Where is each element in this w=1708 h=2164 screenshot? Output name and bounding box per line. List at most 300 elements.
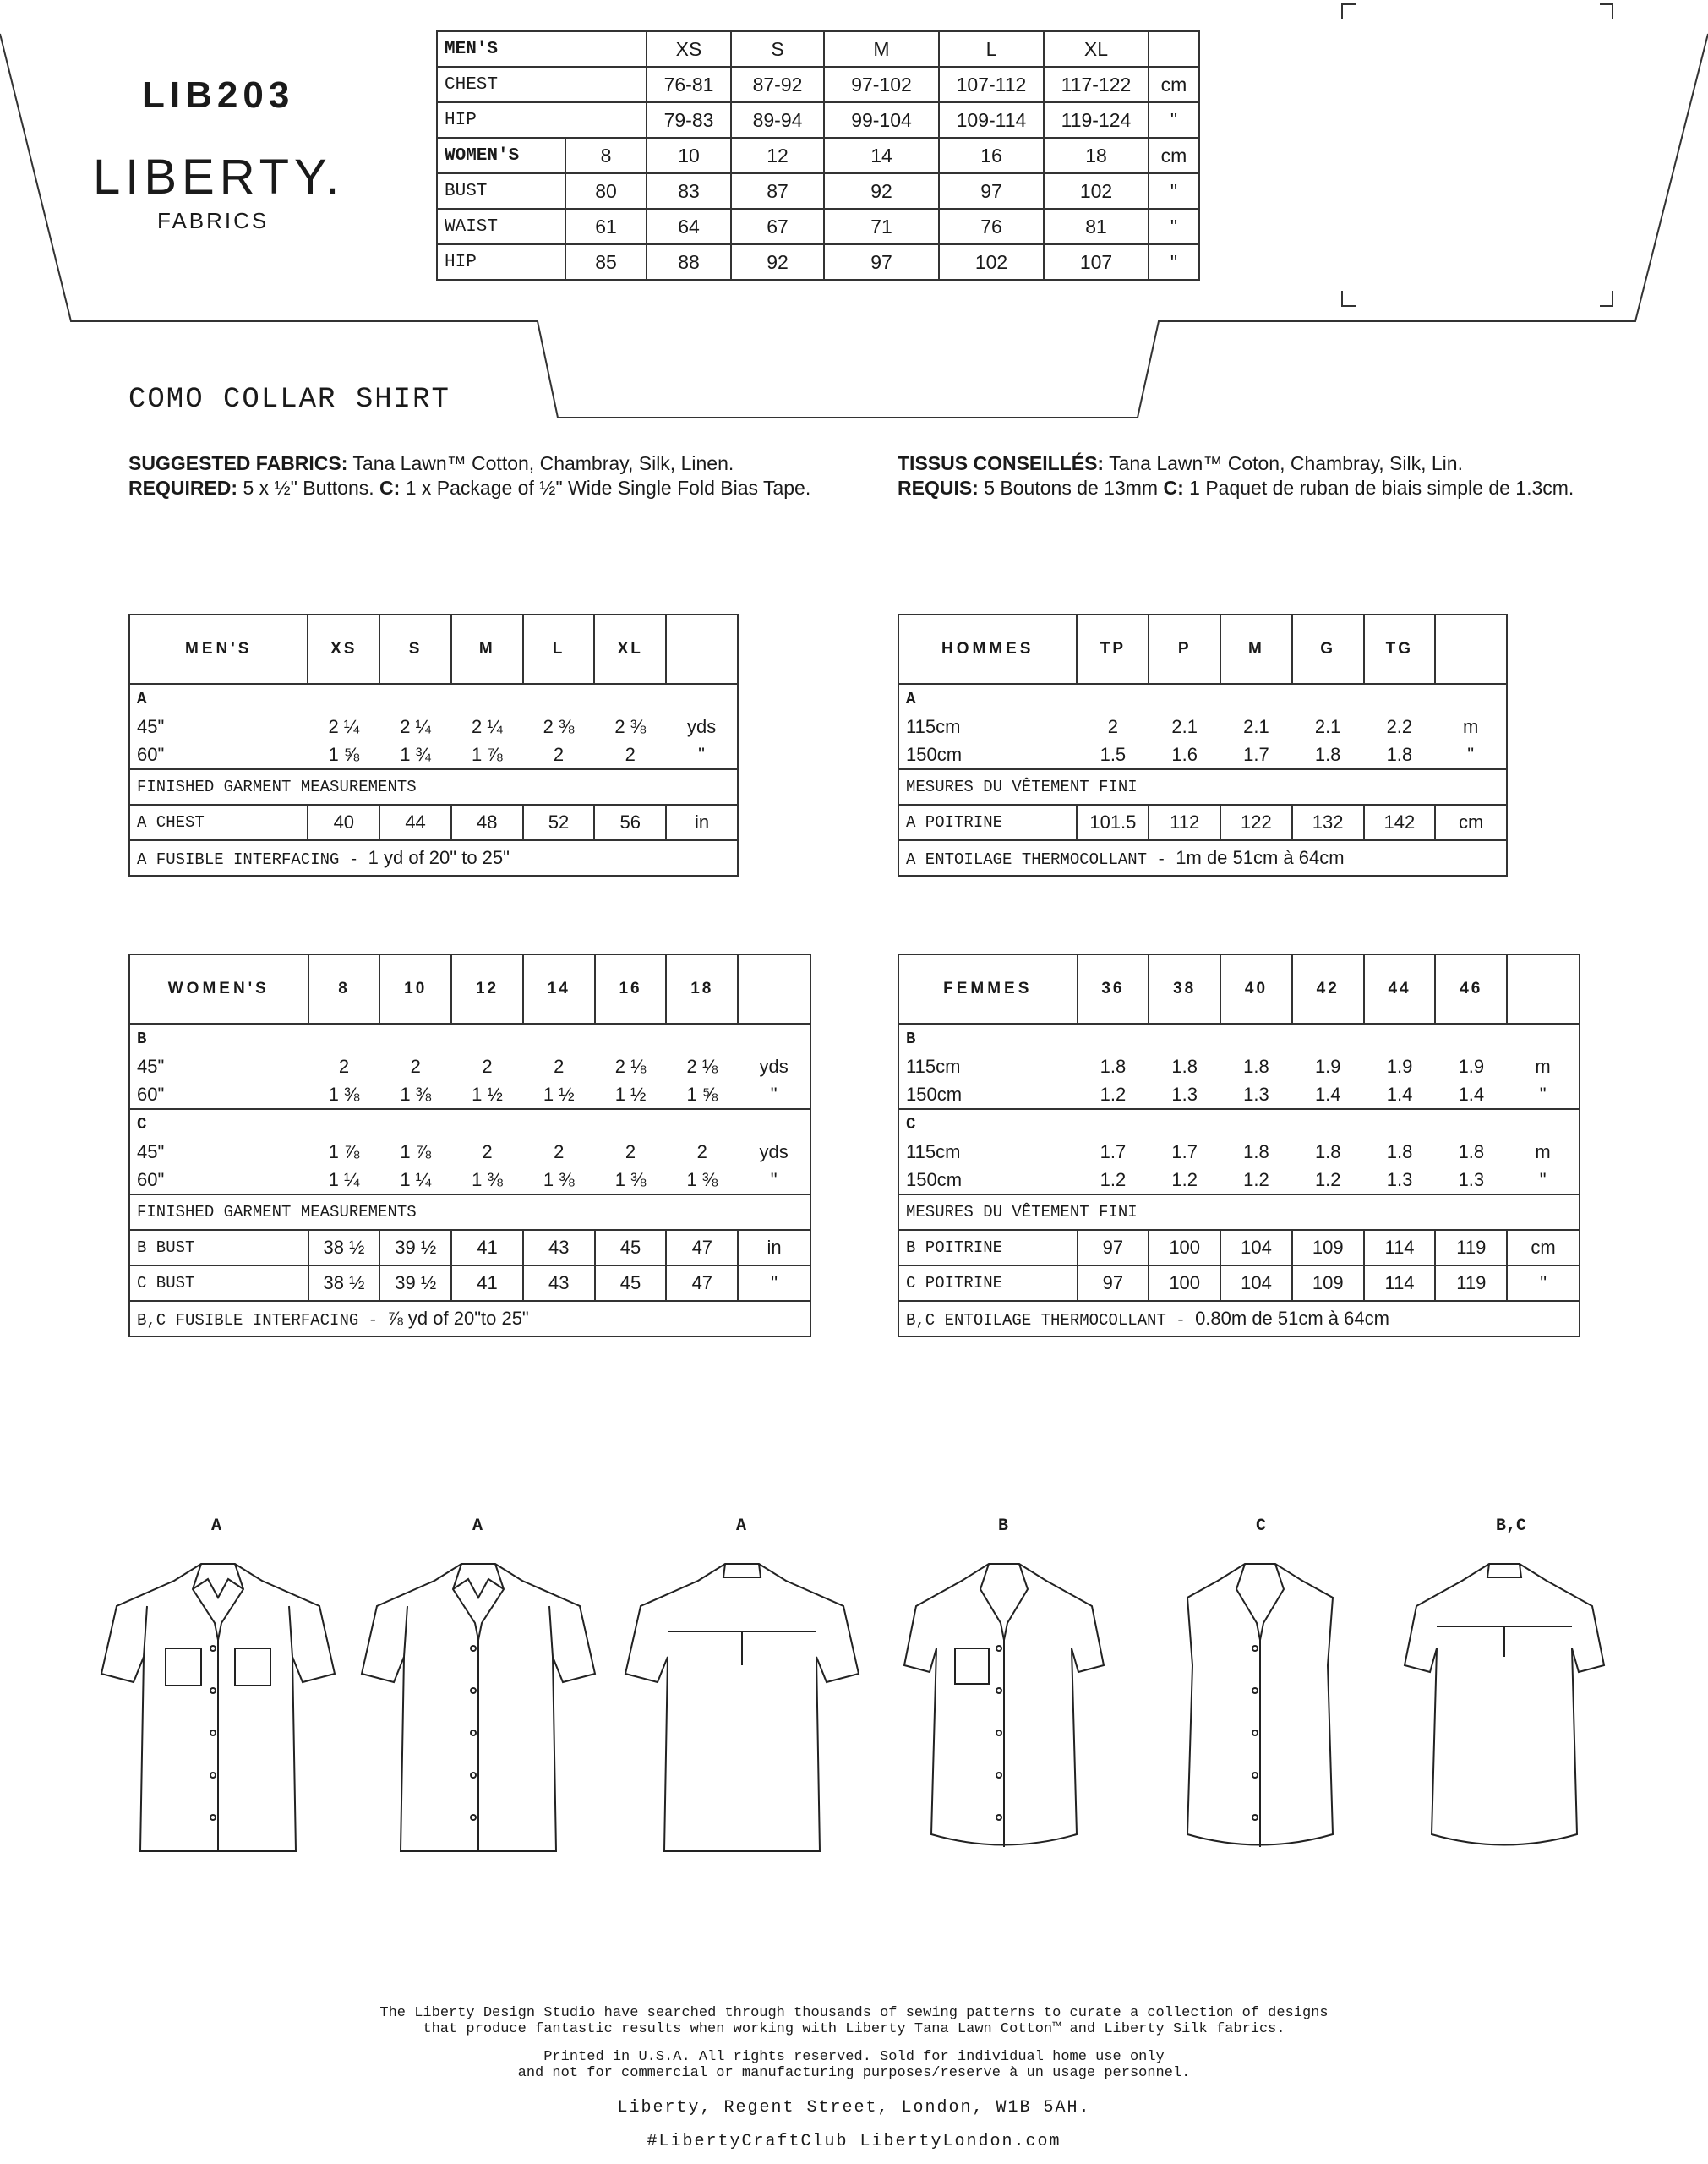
cell xyxy=(308,1024,380,1052)
unit-cell: " xyxy=(1149,102,1199,138)
width-label: 60" xyxy=(129,740,308,769)
cell xyxy=(1149,1024,1220,1052)
table-row xyxy=(898,713,1507,740)
table-row xyxy=(898,954,1580,1024)
cell: 2.1 xyxy=(1243,715,1269,737)
table-header: FEMMES xyxy=(898,954,1078,1024)
width-label: 60" xyxy=(129,1166,308,1194)
size-header: 42 xyxy=(1292,954,1364,1024)
view-label: C xyxy=(1256,1516,1267,1536)
table-row xyxy=(129,769,738,805)
cell: 1 ⅞ xyxy=(328,1140,360,1162)
cell xyxy=(595,1024,667,1052)
cell xyxy=(1220,1024,1292,1052)
cell: 85 xyxy=(565,244,647,280)
shirt-b-front-drawing xyxy=(904,1564,1104,1847)
cell: 1.2 xyxy=(1171,1168,1198,1190)
cell: 1 ⅜ xyxy=(400,1083,432,1105)
size-header: L xyxy=(523,615,595,684)
section-label: MESURES DU VÊTEMENT FINI xyxy=(898,1194,1580,1230)
table-row xyxy=(129,1230,810,1265)
table-row xyxy=(129,1194,810,1230)
required-text: 5 x ½" Buttons. xyxy=(237,477,380,499)
cell: 1.8 xyxy=(1386,1140,1413,1162)
width-label: 45" xyxy=(129,1138,308,1166)
width-label: 115cm xyxy=(898,1138,1078,1166)
cell: 2 xyxy=(625,1140,636,1162)
cell: 1.7 xyxy=(1243,743,1269,765)
cell: 142 xyxy=(1364,805,1436,840)
cell: 76-81 xyxy=(647,67,731,102)
cell: 1.2 xyxy=(1100,1168,1127,1190)
shirt-c-front-drawing xyxy=(1187,1564,1333,1847)
cell xyxy=(1435,1109,1507,1138)
garment-illustrations xyxy=(0,1538,1708,1894)
hommes-yardage-table xyxy=(898,614,1508,877)
footer-line: Printed in U.S.A. All rights reserved. Sold for individual home use only xyxy=(543,2049,1165,2065)
required-label: REQUIRED: xyxy=(128,477,238,499)
table-header: WOMEN'S xyxy=(129,954,308,1024)
cell: 1 ⅞ xyxy=(471,743,503,765)
cell: 1 ⅝ xyxy=(328,743,360,765)
cell: 52 xyxy=(523,805,595,840)
interfacing-label: B,C ENTOILAGE THERMOCOLLANT - xyxy=(906,1311,1196,1330)
cell: 2 ⅜ xyxy=(614,715,647,737)
interfacing-row xyxy=(898,840,1507,876)
suggested-fabrics-line xyxy=(128,451,810,476)
cell: 117-122 xyxy=(1044,67,1149,102)
footer-line: and not for commercial or manufacturing purposes/reserve à un usage personnel. xyxy=(517,2065,1191,2081)
table-row xyxy=(898,805,1507,840)
unit-cell: " xyxy=(738,1166,810,1194)
size-header: 14 xyxy=(523,954,595,1024)
cell: 1 ¼ xyxy=(400,1168,432,1190)
cell: 48 xyxy=(451,805,523,840)
cell: 38 ½ xyxy=(308,1265,380,1301)
cell: 79-83 xyxy=(647,102,731,138)
cell xyxy=(1078,1024,1149,1052)
table-row xyxy=(437,67,1199,102)
cell xyxy=(1292,1024,1364,1052)
cell xyxy=(379,1024,451,1052)
view-label: A xyxy=(736,1516,747,1536)
interfacing-label: A ENTOILAGE THERMOCOLLANT - xyxy=(906,850,1176,869)
suggested-fabrics-line xyxy=(898,451,1574,476)
unit-cell: in xyxy=(738,1230,810,1265)
cell xyxy=(738,1024,810,1052)
table-row xyxy=(437,102,1199,138)
cell: 39 ½ xyxy=(379,1230,451,1265)
cell: 1.2 xyxy=(1314,1168,1341,1190)
cell: 1.8 xyxy=(1243,1055,1269,1077)
suggested-text: Tana Lawn™ Cotton, Chambray, Silk, Linen. xyxy=(347,452,734,474)
cell xyxy=(1149,684,1220,713)
cell: 47 xyxy=(666,1265,738,1301)
cell xyxy=(1364,1109,1436,1138)
table-row xyxy=(129,840,738,876)
size-header: 36 xyxy=(1078,954,1149,1024)
size-header: 8 xyxy=(308,954,380,1024)
empty-cell xyxy=(1507,954,1580,1024)
table-header: HOMMES xyxy=(898,615,1077,684)
unit-cell: " xyxy=(1507,1166,1580,1194)
cell: 2 xyxy=(696,1140,707,1162)
footer-legal xyxy=(0,2049,1708,2081)
table-row xyxy=(129,1265,810,1301)
womens-yardage-table xyxy=(128,954,811,1337)
cell: 2 xyxy=(554,1055,565,1077)
cell: 1.4 xyxy=(1458,1083,1485,1105)
cell: 87 xyxy=(731,173,824,209)
view-label: A xyxy=(472,1516,483,1536)
unit-cell: m xyxy=(1507,1052,1580,1080)
empty-cell xyxy=(1149,31,1199,67)
width-label: 60" xyxy=(129,1080,308,1109)
cell: 1 ⅝ xyxy=(686,1083,718,1105)
unit-cell: m xyxy=(1507,1138,1580,1166)
empty-cell xyxy=(1435,615,1507,684)
size-header: M xyxy=(1220,615,1292,684)
width-label: 150cm xyxy=(898,1166,1078,1194)
interfacing-row xyxy=(129,1301,810,1336)
table-row xyxy=(129,805,738,840)
cell: 92 xyxy=(731,244,824,280)
cell: 39 ½ xyxy=(379,1265,451,1301)
footer-address: Liberty, Regent Street, London, W1B 5AH. xyxy=(617,2098,1091,2118)
cell: 1.3 xyxy=(1386,1168,1413,1190)
suggested-label: TISSUS CONSEILLÉS: xyxy=(898,452,1105,474)
c-label: C: xyxy=(379,477,401,499)
interfacing-text: 1 yd of 20" to 25" xyxy=(368,847,510,868)
cell xyxy=(379,1109,451,1138)
cell: 2 ⅛ xyxy=(614,1055,647,1077)
cell: 1.8 xyxy=(1314,1140,1341,1162)
cell: 2 ¼ xyxy=(471,715,503,737)
width-label: 45" xyxy=(129,713,308,740)
pattern-code: LIB203 xyxy=(142,74,295,116)
suggested-label: SUGGESTED FABRICS: xyxy=(128,452,348,474)
table-row xyxy=(129,740,738,769)
table-row xyxy=(129,1166,810,1194)
cell: 2.2 xyxy=(1386,715,1413,737)
size-header: 18 xyxy=(666,954,738,1024)
interfacing-row xyxy=(898,1301,1580,1336)
cell: 112 xyxy=(1149,805,1220,840)
cell: 1 ½ xyxy=(614,1083,647,1105)
cell: 122 xyxy=(1220,805,1292,840)
row-label: B BUST xyxy=(129,1230,308,1265)
table-row xyxy=(898,1024,1580,1052)
table-row xyxy=(129,615,738,684)
size-header: XL xyxy=(594,615,666,684)
cell: 97 xyxy=(1078,1230,1149,1265)
cell: 1.8 xyxy=(1386,743,1413,765)
cell xyxy=(1149,1109,1220,1138)
size-header: TG xyxy=(1364,615,1436,684)
cell xyxy=(1364,684,1436,713)
table-row xyxy=(898,1166,1580,1194)
cell: 1.8 xyxy=(1314,743,1341,765)
cell: 45 xyxy=(595,1265,667,1301)
size-header: 44 xyxy=(1364,954,1436,1024)
cell: 2 xyxy=(338,1055,350,1077)
unit-cell: cm xyxy=(1149,138,1199,173)
size-header: 16 xyxy=(595,954,667,1024)
cell: 80 xyxy=(565,173,647,209)
cell xyxy=(523,684,595,713)
cell: 97 xyxy=(1078,1265,1149,1301)
table-row xyxy=(129,1109,810,1138)
empty-cell xyxy=(738,954,810,1024)
table-row xyxy=(129,1052,810,1080)
shirt-a-back-drawing xyxy=(625,1564,859,1851)
cell: 1 ⅜ xyxy=(614,1168,647,1190)
cell: 2 xyxy=(1107,715,1118,737)
cell: 2 xyxy=(482,1055,493,1077)
cell: 92 xyxy=(824,173,939,209)
required-label: REQUIS: xyxy=(898,477,979,499)
cell: 107 xyxy=(1044,244,1149,280)
cell: 1.2 xyxy=(1100,1083,1127,1105)
size-header: S xyxy=(731,31,824,67)
size-header: 14 xyxy=(824,138,939,173)
cell xyxy=(523,1109,595,1138)
unit-cell: " xyxy=(1435,740,1507,769)
cell xyxy=(1220,684,1292,713)
view-label: B xyxy=(129,1024,308,1052)
mens-yardage-table xyxy=(128,614,739,877)
brand-subtitle: FABRICS xyxy=(157,208,270,233)
table-row xyxy=(898,1138,1580,1166)
size-header: G xyxy=(1292,615,1364,684)
required-line xyxy=(898,476,1574,500)
cell: 100 xyxy=(1149,1230,1220,1265)
row-label: C POITRINE xyxy=(898,1265,1078,1301)
femmes-yardage-table xyxy=(898,954,1580,1337)
unit-cell: cm xyxy=(1435,805,1507,840)
footer-line: that produce fantastic results when working with Liberty Tana Lawn Cotton™ and Liberty Silk fabrics. xyxy=(423,2021,1285,2037)
cell: 1.3 xyxy=(1171,1083,1198,1105)
cell xyxy=(308,684,379,713)
table-row xyxy=(437,209,1199,244)
row-label: HIP xyxy=(437,244,565,280)
cell: 1 ⅜ xyxy=(686,1168,718,1190)
cell: 2 xyxy=(482,1140,493,1162)
view-label: A xyxy=(211,1516,222,1536)
table-row xyxy=(129,1138,810,1166)
cell: 81 xyxy=(1044,209,1149,244)
row-label: A CHEST xyxy=(129,805,308,840)
cell xyxy=(1078,1109,1149,1138)
cell: 67 xyxy=(731,209,824,244)
cell: 88 xyxy=(647,244,731,280)
unit-cell: " xyxy=(1507,1080,1580,1109)
footer-social: #LibertyCraftClub LibertyLondon.com xyxy=(647,2132,1061,2151)
required-text: 5 Boutons de 13mm xyxy=(978,477,1164,499)
interfacing-text: ⅞ yd of 20"to 25" xyxy=(387,1308,529,1329)
cell: 2.1 xyxy=(1314,715,1341,737)
cell xyxy=(666,1024,738,1052)
size-header: 46 xyxy=(1435,954,1507,1024)
table-row xyxy=(898,1301,1580,1336)
size-header: 40 xyxy=(1220,954,1292,1024)
brand-logo: LIBERTY. xyxy=(93,150,345,205)
cell: 107-112 xyxy=(939,67,1044,102)
fabrics-en xyxy=(128,451,810,500)
cell xyxy=(594,684,666,713)
width-label: 115cm xyxy=(898,1052,1078,1080)
table-row xyxy=(898,1052,1580,1080)
cell xyxy=(666,684,738,713)
section-label: MESURES DU VÊTEMENT FINI xyxy=(898,769,1507,805)
cell: 2 xyxy=(554,1140,565,1162)
width-label: 115cm xyxy=(898,713,1077,740)
cell: 1 ⅞ xyxy=(400,1140,432,1162)
cell xyxy=(1077,684,1149,713)
cell: 1.5 xyxy=(1100,743,1127,765)
interfacing-text: 0.80m de 51cm à 64cm xyxy=(1195,1308,1389,1329)
cell: 2 ¼ xyxy=(400,715,431,737)
cell: 109-114 xyxy=(939,102,1044,138)
required-line xyxy=(128,476,810,500)
cell xyxy=(1292,1109,1364,1138)
table-row xyxy=(898,615,1507,684)
c-label: C: xyxy=(1163,477,1184,499)
cell: 100 xyxy=(1149,1265,1220,1301)
cell: 1.4 xyxy=(1314,1083,1341,1105)
cell: 1 ½ xyxy=(543,1083,575,1105)
table-row xyxy=(898,1194,1580,1230)
width-label: 150cm xyxy=(898,1080,1078,1109)
table-row xyxy=(129,1024,810,1052)
size-header: XS xyxy=(647,31,731,67)
unit-cell: " xyxy=(738,1080,810,1109)
cell xyxy=(738,1109,810,1138)
cell: 71 xyxy=(824,209,939,244)
cell: 38 ½ xyxy=(308,1230,380,1265)
cell: 1 ⅜ xyxy=(543,1168,575,1190)
cell xyxy=(379,684,451,713)
cell: 1.8 xyxy=(1100,1055,1127,1077)
cell: 89-94 xyxy=(731,102,824,138)
table-row xyxy=(898,1230,1580,1265)
cell: 87-92 xyxy=(731,67,824,102)
interfacing-row xyxy=(129,840,738,876)
row-label: BUST xyxy=(437,173,565,209)
cell: 43 xyxy=(523,1265,595,1301)
view-label: B,C xyxy=(1496,1516,1527,1536)
cell: 83 xyxy=(647,173,731,209)
womens-label: WOMEN'S xyxy=(437,138,565,173)
table-row xyxy=(898,1080,1580,1109)
cell: 47 xyxy=(666,1230,738,1265)
cell xyxy=(1292,684,1364,713)
fabrics-fr xyxy=(898,451,1574,500)
cell: 119-124 xyxy=(1044,102,1149,138)
size-header: 10 xyxy=(379,954,451,1024)
cell: 1.9 xyxy=(1386,1055,1413,1077)
cell: 99-104 xyxy=(824,102,939,138)
row-label: WAIST xyxy=(437,209,565,244)
size-header: 18 xyxy=(1044,138,1149,173)
size-header: P xyxy=(1149,615,1220,684)
body-measurement-chart xyxy=(436,30,1200,281)
view-label: A xyxy=(898,684,1077,713)
interfacing-text: 1m de 51cm à 64cm xyxy=(1176,847,1345,868)
size-header: 38 xyxy=(1149,954,1220,1024)
cell: 114 xyxy=(1364,1265,1436,1301)
cell xyxy=(1435,684,1507,713)
cell: 1.9 xyxy=(1458,1055,1485,1077)
view-label: C xyxy=(129,1109,308,1138)
size-header: 12 xyxy=(451,954,523,1024)
pattern-title: COMO COLLAR SHIRT xyxy=(128,384,450,416)
shirt-a-front-drawing xyxy=(101,1564,335,1851)
cell: 1 ⅜ xyxy=(472,1168,503,1190)
size-header: TP xyxy=(1077,615,1149,684)
cell: 43 xyxy=(523,1230,595,1265)
table-row xyxy=(898,684,1507,713)
unit-cell: " xyxy=(666,740,738,769)
unit-cell: cm xyxy=(1507,1230,1580,1265)
suggested-text: Tana Lawn™ Coton, Chambray, Silk, Lin. xyxy=(1104,452,1463,474)
cell: 44 xyxy=(379,805,451,840)
cell xyxy=(1435,1024,1507,1052)
view-label: B xyxy=(998,1516,1009,1536)
size-header: M xyxy=(451,615,523,684)
table-header: MEN'S xyxy=(129,615,308,684)
cell: 1.7 xyxy=(1171,1140,1198,1162)
cell: 2 ⅜ xyxy=(543,715,575,737)
size-header: 10 xyxy=(647,138,731,173)
c-text: 1 x Package of ½" Wide Single Fold Bias Tape. xyxy=(400,477,811,499)
table-row xyxy=(129,1301,810,1336)
table-row xyxy=(437,173,1199,209)
size-header: 12 xyxy=(731,138,824,173)
table-row xyxy=(437,31,1199,67)
cell: 1.8 xyxy=(1458,1140,1485,1162)
mens-label: MEN'S xyxy=(437,31,647,67)
cell: 1 ¾ xyxy=(400,743,431,765)
unit-cell: in xyxy=(666,805,738,840)
row-label: C BUST xyxy=(129,1265,308,1301)
cell: 2.1 xyxy=(1171,715,1198,737)
unit-cell: cm xyxy=(1149,67,1199,102)
interfacing-label: A FUSIBLE INTERFACING - xyxy=(137,850,368,869)
cell xyxy=(1507,1109,1580,1138)
cell: 1 ½ xyxy=(472,1083,503,1105)
unit-cell: yds xyxy=(666,713,738,740)
size-header: 8 xyxy=(565,138,647,173)
empty-cell xyxy=(666,615,738,684)
cell: 1.3 xyxy=(1458,1168,1485,1190)
table-row xyxy=(898,740,1507,769)
unit-cell: " xyxy=(1149,244,1199,280)
cell: 1.4 xyxy=(1386,1083,1413,1105)
cell xyxy=(1220,1109,1292,1138)
shirt-a-front-drawing xyxy=(362,1564,595,1851)
cell xyxy=(308,1109,380,1138)
section-label: FINISHED GARMENT MEASUREMENTS xyxy=(129,1194,810,1230)
unit-cell: yds xyxy=(738,1052,810,1080)
cell: 97 xyxy=(939,173,1044,209)
cell: 97 xyxy=(824,244,939,280)
cell: 1 ⅜ xyxy=(328,1083,360,1105)
cell: 119 xyxy=(1435,1265,1507,1301)
view-label: C xyxy=(898,1109,1078,1138)
cell: 1.8 xyxy=(1171,1055,1198,1077)
cell: 1.2 xyxy=(1243,1168,1269,1190)
